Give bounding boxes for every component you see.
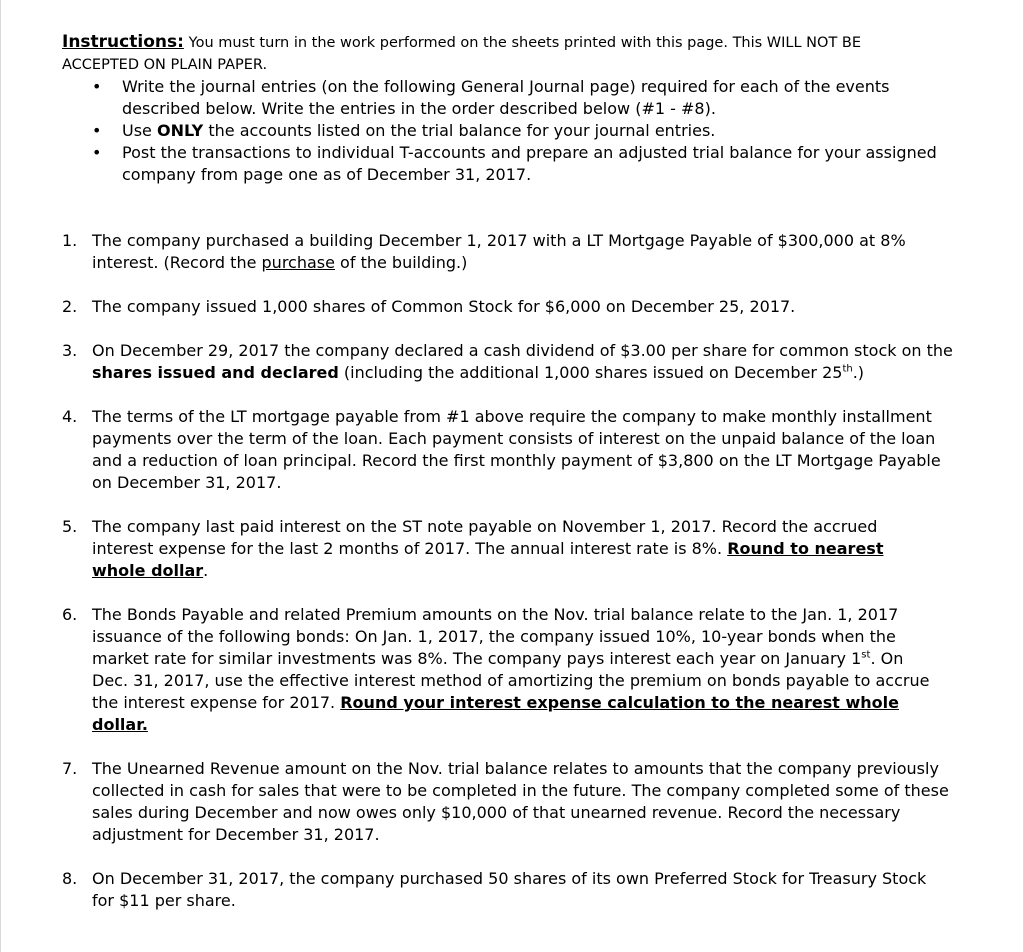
- bullet-text: Post the transactions to individual T-accounts and prepare an adjusted trial balance for your assigned: [122, 143, 937, 162]
- task-text: On December 31, 2017, the company purchased 50 shares of its own Preferred Stock for Treasury Stock: [92, 869, 927, 888]
- bullet-item: [62, 120, 962, 142]
- bullet-item: [62, 76, 962, 120]
- task-item-2: [62, 296, 972, 318]
- task-number: 2.: [62, 297, 78, 316]
- task-text: .: [203, 561, 209, 580]
- task-text: for $11 per share.: [92, 891, 236, 910]
- task-item-4: [62, 406, 972, 494]
- bullet-text: described below. Write the entries in the order described below (#1 - #8).: [122, 99, 716, 118]
- instructions-text-line1: You must turn in the work performed on the sheets printed with this page. This WILL NOT BE: [188, 35, 862, 51]
- task-text: adjustment for December 31, 2017.: [92, 825, 380, 844]
- bullet-item: [62, 142, 962, 186]
- task-number: 7.: [62, 759, 78, 778]
- task-text: . On: [870, 649, 904, 668]
- task-text: (including the additional 1,000 shares issued on December 25: [338, 363, 843, 382]
- task-number: 8.: [62, 869, 78, 888]
- task-number: 6.: [62, 605, 78, 624]
- task-text: Dec. 31, 2017, use the effective interest method of amortizing the premium on bonds payable to accrue: [92, 671, 930, 690]
- task-text: interest. (Record the: [92, 253, 262, 272]
- instructions-section: [62, 32, 962, 186]
- task-number: 3.: [62, 341, 78, 360]
- task-bold-underlined-text: dollar.: [92, 715, 148, 734]
- task-text: market rate for similar investments was 8%. The company pays interest each year on January 1: [92, 649, 862, 668]
- task-item-5: [62, 516, 972, 582]
- task-text: and a reduction of loan principal. Record the first monthly payment of $3,800 on the LT Mortgage Payable: [92, 451, 941, 470]
- task-number: 5.: [62, 517, 78, 536]
- task-text: The company last paid interest on the ST note payable on November 1, 2017. Record the accrued: [92, 517, 878, 536]
- instructions-text-line2: ACCEPTED ON PLAIN PAPER.: [62, 57, 268, 73]
- task-item-6: [62, 604, 972, 736]
- bullet-icon: •: [92, 77, 102, 96]
- task-text: The Bonds Payable and related Premium amounts on the Nov. trial balance relate to the Jan. 1, 2017: [92, 605, 899, 624]
- task-bold-underlined-text: whole dollar: [92, 561, 204, 580]
- bullet-icon: •: [92, 143, 102, 162]
- bullet-text: company from page one as of December 31, 2017.: [122, 165, 532, 184]
- task-text: The terms of the LT mortgage payable from #1 above require the company to make monthly installment: [92, 407, 932, 426]
- instructions-bullet-list: [62, 76, 962, 186]
- bullet-bold-text: ONLY: [156, 121, 204, 140]
- task-text: on December 31, 2017.: [92, 473, 282, 492]
- task-bold-text: shares issued and declared: [92, 363, 339, 382]
- task-text: The company issued 1,000 shares of Common Stock for $6,000 on December 25, 2017.: [92, 297, 796, 316]
- task-text: On December 29, 2017 the company declared a cash dividend of $3.00 per share for common stock on the: [92, 341, 953, 360]
- instructions-intro: [62, 32, 962, 76]
- task-text: The company purchased a building December 1, 2017 with a LT Mortgage Payable of $300,000 at 8%: [92, 231, 906, 250]
- task-item-8: [62, 868, 972, 912]
- task-text: issuance of the following bonds: On Jan. 1, 2017, the company issued 10%, 10-year bonds when the: [92, 627, 896, 646]
- task-item-1: [62, 230, 972, 274]
- task-list: [62, 230, 972, 912]
- task-text: .): [852, 363, 865, 382]
- task-text: collected in cash for sales that were to be completed in the future. The company completed some of these: [92, 781, 949, 800]
- bullet-text: Write the journal entries (on the following General Journal page) required for each of the events: [122, 77, 890, 96]
- instructions-heading: Instructions:: [62, 32, 184, 52]
- task-text: of the building.): [334, 253, 468, 272]
- task-number: 1.: [62, 231, 78, 250]
- task-text: sales during December and now owes only $10,000 of that unearned revenue. Record the necessary: [92, 803, 901, 822]
- bullet-text: the accounts listed on the trial balance for your journal entries.: [203, 121, 716, 140]
- task-text: interest expense for the last 2 months of 2017. The annual interest rate is 8%.: [92, 539, 728, 558]
- task-underlined-text: purchase: [261, 253, 335, 272]
- task-item-7: [62, 758, 972, 846]
- task-number: 4.: [62, 407, 78, 426]
- bullet-text: Use: [122, 121, 157, 140]
- task-superscript: th: [842, 363, 853, 375]
- task-text: The Unearned Revenue amount on the Nov. trial balance relates to amounts that the company previously: [92, 759, 939, 778]
- task-superscript: st: [861, 649, 871, 661]
- task-bold-underlined-text: Round your interest expense calculation to the nearest whole: [340, 693, 899, 712]
- bullet-icon: •: [92, 121, 102, 140]
- task-item-3: [62, 340, 972, 384]
- task-text: the interest expense for 2017.: [92, 693, 341, 712]
- task-bold-underlined-text: Round to nearest: [727, 539, 884, 558]
- task-text: payments over the term of the loan. Each payment consists of interest on the unpaid balance of the loan: [92, 429, 936, 448]
